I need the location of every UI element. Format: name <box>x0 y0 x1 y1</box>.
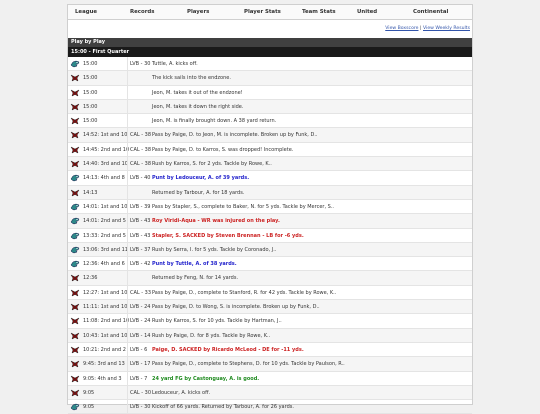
play-row <box>68 57 472 71</box>
nav-player-stats[interactable]: Player Stats <box>244 9 281 15</box>
column-divider <box>127 100 128 113</box>
team-logo-cal-icon <box>70 345 80 355</box>
play-description: Jeon, M. is finally brought down. A 38 yard return. <box>152 118 277 125</box>
team-logo-cal-icon <box>70 288 80 298</box>
team-logo-cal-icon <box>70 331 80 341</box>
play-row <box>68 314 472 328</box>
field-position: LVB - 24 <box>130 304 151 311</box>
field-position: LVB - 7 <box>130 375 148 382</box>
play-row <box>68 229 472 243</box>
team-logo-cal-icon <box>70 374 80 384</box>
column-divider <box>127 128 128 141</box>
play-description: Jeon, M. takes it out of the endzone! <box>152 89 243 96</box>
play-time: 15:00 <box>83 89 98 96</box>
field-position: LVB - 30 <box>130 404 151 411</box>
column-divider <box>127 143 128 156</box>
play-list <box>68 57 472 414</box>
play-description: Pass by Paige, D., complete to Stanford, R. for 42 yds. Tackle by Rowe, K.. <box>152 289 337 296</box>
play-row <box>68 386 472 400</box>
nav-united[interactable]: United <box>357 9 378 15</box>
team-logo-cal-icon <box>70 145 80 155</box>
column-divider <box>127 86 128 99</box>
play-row <box>68 243 472 257</box>
nav-league[interactable]: League <box>75 9 98 15</box>
team-logo-lvb-icon <box>70 231 80 241</box>
play-row <box>68 128 472 142</box>
play-row <box>68 400 472 414</box>
play-row <box>68 143 472 157</box>
field-position: LVB - 37 <box>130 246 151 253</box>
team-logo-lvb-icon <box>70 173 80 183</box>
play-row <box>68 300 472 314</box>
play-description: Tuttle, A. kicks off. <box>152 61 198 67</box>
play-row <box>68 214 472 228</box>
play-row <box>68 100 472 114</box>
play-time: 12:36 <box>83 275 98 282</box>
play-description: Paige, D. SACKED by Ricardo McLeod - DE for -11 yds. <box>152 346 304 353</box>
column-divider <box>127 71 128 84</box>
link-divider: | <box>419 26 422 31</box>
team-logo-cal-icon <box>70 302 80 312</box>
play-description: Pass by Paige, D. to Wong, S. is incomplete. Broken up by Funk, D.. <box>152 304 320 311</box>
play-time: 11:08: 2nd and 10 <box>83 318 130 325</box>
play-time: 9:05: 4th and 3 <box>83 375 122 382</box>
play-time: 14:52: 1st and 10 <box>83 132 128 139</box>
team-logo-lvb-icon <box>70 259 80 269</box>
play-row <box>68 157 472 171</box>
play-description: Rush by Serra, I. for 5 yds. Tackle by Coronado, J.. <box>152 246 277 253</box>
field-position: CAL - 30 <box>130 389 152 396</box>
play-time: 10:21: 2nd and 2 <box>83 346 126 353</box>
play-row <box>68 329 472 343</box>
field-position: LVB - 39 <box>130 203 151 210</box>
team-logo-cal-icon <box>70 388 80 398</box>
play-time: 15:00 <box>83 61 98 67</box>
play-row <box>68 86 472 100</box>
play-description: 24 yard FG by Castonguay, A. is good. <box>152 375 260 382</box>
team-logo-cal-icon <box>70 88 80 98</box>
play-time: 14:01: 2nd and 5 <box>83 218 126 225</box>
field-position: LVB - 30 <box>130 61 151 67</box>
play-by-play-header: Play by Play <box>68 38 472 47</box>
field-position: LVB - 17 <box>130 361 151 368</box>
play-time: 14:13 <box>83 189 98 196</box>
play-time: 9:05 <box>83 389 95 396</box>
field-position: CAL - 38 <box>130 146 152 153</box>
column-divider <box>127 229 128 242</box>
play-row <box>68 271 472 285</box>
column-divider <box>127 57 128 70</box>
view-boxscore-link[interactable]: View Boxscore <box>385 26 419 31</box>
play-description: Jeon, M. takes it down the right side. <box>152 103 244 110</box>
play-description: Rush by Paige, D. for 8 yds. Tackle by Rowe, K.. <box>152 332 271 339</box>
field-position: LVB - 6 <box>130 346 148 353</box>
play-time: 10:43: 1st and 10 <box>83 332 128 339</box>
play-time: 13:06: 3rd and 11 <box>83 246 128 253</box>
play-row <box>68 372 472 386</box>
play-time: 15:00 <box>83 103 98 110</box>
column-divider <box>127 286 128 299</box>
team-logo-cal-icon <box>70 159 80 169</box>
play-time: 14:40: 3rd and 10 <box>83 161 128 168</box>
team-logo-cal-icon <box>70 116 80 126</box>
field-position: CAL - 38 <box>130 132 152 139</box>
team-logo-lvb-icon <box>70 402 80 412</box>
play-time: 15:00 <box>83 75 98 82</box>
column-divider <box>127 357 128 370</box>
game-links <box>385 26 470 31</box>
play-time: 14:13: 4th and 8 <box>83 175 125 182</box>
column-divider <box>127 114 128 127</box>
play-description: Rush by Karros, S. for 2 yds. Tackle by Rowe, K.. <box>152 161 272 168</box>
play-description: Pass by Stapler, S., complete to Baker, N. for 5 yds. Tackle by Mercer, S.. <box>152 203 334 210</box>
play-row <box>68 257 472 271</box>
field-position: LVB - 42 <box>130 261 151 268</box>
field-position: LVB - 24 <box>130 318 151 325</box>
play-description: Pass by Paige, D., complete to Stephens, D. for 10 yds. Tackle by Paulson, R.. <box>152 361 345 368</box>
play-description: Ledouceur, A. kicks off. <box>152 389 211 396</box>
play-time: 14:01: 1st and 10 <box>83 203 128 210</box>
column-divider <box>127 214 128 227</box>
field-position: LVB - 43 <box>130 218 151 225</box>
play-row <box>68 71 472 85</box>
play-time: 9:05 <box>83 404 95 411</box>
team-logo-cal-icon <box>70 73 80 83</box>
column-divider <box>127 314 128 327</box>
column-divider <box>127 257 128 270</box>
team-logo-lvb-icon <box>70 59 80 69</box>
play-description: Punt by Ledouceur, A. of 39 yards. <box>152 175 250 182</box>
column-divider <box>127 400 128 413</box>
column-divider <box>127 343 128 356</box>
team-logo-lvb-icon <box>70 216 80 226</box>
nav-team-stats[interactable]: Team Stats <box>302 9 336 15</box>
field-position: LVB - 43 <box>130 232 151 239</box>
team-logo-lvb-icon <box>70 245 80 255</box>
column-divider <box>127 386 128 399</box>
column-divider <box>127 171 128 184</box>
view-weekly-results-link[interactable]: View Weekly Results <box>423 26 470 31</box>
play-row <box>68 343 472 357</box>
field-position: LVB - 14 <box>130 332 151 339</box>
play-description: The kick sails into the endzone. <box>152 75 231 82</box>
column-divider <box>127 329 128 342</box>
play-row <box>68 114 472 128</box>
top-nav <box>68 5 472 20</box>
play-description: Returned by Tarbour, A. for 18 yards. <box>152 189 245 196</box>
play-time: 13:33: 2nd and 5 <box>83 232 126 239</box>
play-time: 15:00 <box>83 118 98 125</box>
play-time: 11:11: 1st and 10 <box>83 304 128 311</box>
column-divider <box>127 200 128 213</box>
column-divider <box>127 271 128 284</box>
play-row <box>68 286 472 300</box>
column-divider <box>127 372 128 385</box>
play-row <box>68 200 472 214</box>
team-logo-cal-icon <box>70 359 80 369</box>
column-divider <box>127 186 128 199</box>
field-position: CAL - 38 <box>130 161 152 168</box>
team-logo-cal-icon <box>70 130 80 140</box>
play-description: Pass by Paige, D. to Karros, S. was dropped! Incomplete. <box>152 146 294 153</box>
quarter-header: 15:00 - First Quarter <box>68 47 472 57</box>
column-divider <box>127 300 128 313</box>
play-description: Returned by Feng, N. for 14 yards. <box>152 275 239 282</box>
column-divider <box>127 157 128 170</box>
nav-continental[interactable]: Continental <box>413 9 449 15</box>
play-time: 12:27: 1st and 10 <box>83 289 128 296</box>
nav-records[interactable]: Records <box>130 9 155 15</box>
play-row <box>68 171 472 185</box>
play-time: 9:45: 3rd and 13 <box>83 361 125 368</box>
team-logo-cal-icon <box>70 188 80 198</box>
play-description: Punt by Tuttle, A. of 38 yards. <box>152 261 237 268</box>
page-container <box>67 4 473 411</box>
play-description: Kickoff of 66 yards. Returned by Tarbour, A. for 26 yards. <box>152 404 294 411</box>
column-divider <box>127 243 128 256</box>
play-description: Pass by Paige, D. to Jeon, M. is incomplete. Broken up by Funk, D.. <box>152 132 318 139</box>
play-time: 14:45: 2nd and 10 <box>83 146 130 153</box>
play-description: Roy Viridi-Aqua - WR was injured on the play. <box>152 218 280 225</box>
play-description: Rush by Karros, S. for 10 yds. Tackle by Hartman, J.. <box>152 318 282 325</box>
team-logo-cal-icon <box>70 102 80 112</box>
team-logo-cal-icon <box>70 316 80 326</box>
field-position: CAL - 33 <box>130 289 152 296</box>
play-row <box>68 186 472 200</box>
play-row <box>68 357 472 371</box>
nav-players[interactable]: Players <box>187 9 210 15</box>
field-position: LVB - 40 <box>130 175 151 182</box>
play-description: Stapler, S. SACKED by Steven Brennan - LB for -6 yds. <box>152 232 304 239</box>
play-time: 12:36: 4th and 6 <box>83 261 125 268</box>
team-logo-lvb-icon <box>70 202 80 212</box>
team-logo-cal-icon <box>70 273 80 283</box>
